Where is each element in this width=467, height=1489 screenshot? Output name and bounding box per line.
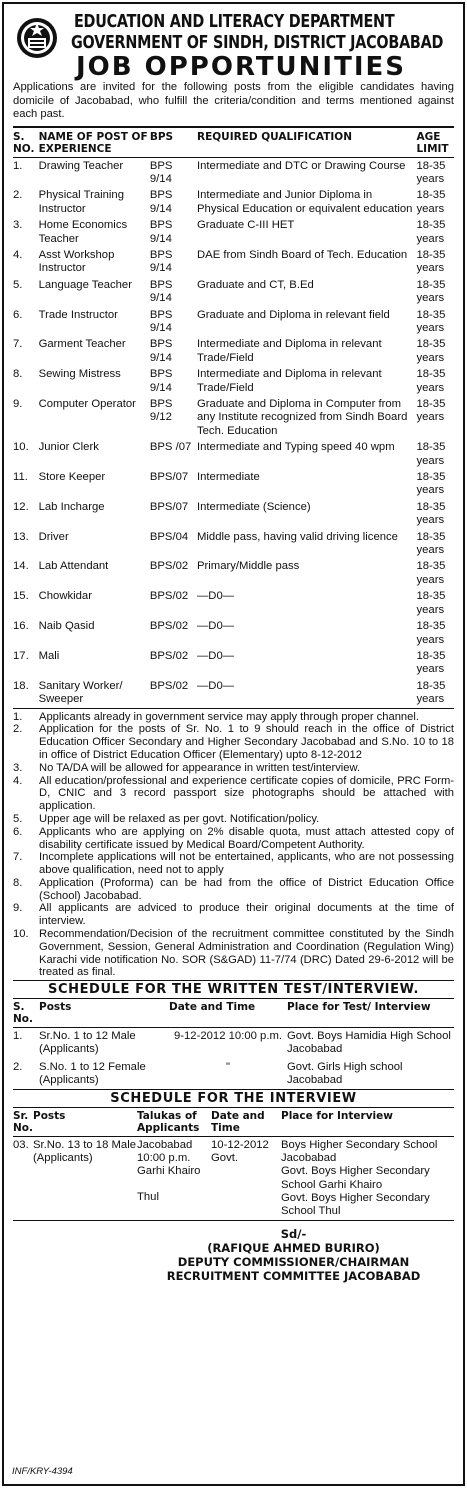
table-row xyxy=(13,277,454,307)
cell-post: Mali xyxy=(38,649,60,662)
cell-qualification: Graduate and Diploma in relevant field xyxy=(197,308,390,321)
cell-sno: 03. xyxy=(13,1139,29,1152)
cell-bps: BPS 9/14 xyxy=(149,278,173,305)
signature-sd: Sd/- xyxy=(280,1227,307,1242)
cell-sno: 14. xyxy=(13,560,29,573)
cell-age: 18-35 years xyxy=(416,590,446,616)
table-row xyxy=(13,157,454,187)
cell-sno: 4. xyxy=(13,248,23,261)
table-row xyxy=(13,499,454,529)
table-row xyxy=(13,618,454,648)
term-number: 4. xyxy=(13,774,23,787)
cell-bps: BPS 9/14 xyxy=(149,308,173,334)
table-row xyxy=(13,247,454,277)
term-item xyxy=(13,826,454,852)
cell-age: 18-35 years xyxy=(416,530,446,557)
cell-bps: BPS/02 xyxy=(149,679,189,692)
term-number: 6. xyxy=(13,825,23,838)
signature-block xyxy=(13,1221,454,1283)
cell-post: Sewing Mistress xyxy=(38,368,121,381)
cell-posts: S.No. 1 to 12 Female (Applicants) xyxy=(39,1060,146,1086)
cell-age: 18-35 years xyxy=(416,500,446,527)
signatory-name: (RAFIQUE AHMED BURIRO) xyxy=(207,1241,380,1256)
cell-bps: BPS 9/14 xyxy=(149,368,173,394)
cell-post: Garment Teacher xyxy=(38,338,126,351)
written-schedule-table xyxy=(13,998,454,1090)
table-row xyxy=(13,469,454,499)
intro-text: Applications are invited for the following posts from the eligible candidates having domicile of Jacobabad, who fulfill the criteria/condition and terms mentioned against each past. xyxy=(13,81,454,120)
table-row xyxy=(13,588,454,618)
table-row xyxy=(13,648,454,678)
cell-post: Physical Training Instructor xyxy=(38,189,124,215)
cell-age: 18-35 years xyxy=(416,278,446,305)
cell-qualification: Intermediate and Junior Diploma in Physical Education or equivalent education xyxy=(197,189,413,215)
column-header-posts: Posts xyxy=(33,1108,137,1137)
term-text: All education/professional and experience certificate copies of domicile, PRC Form-D, CNIC and 3 record passport size photographs should be attached with application. xyxy=(39,774,454,813)
cell-bps: BPS 9/14 xyxy=(149,338,173,364)
cell-bps: BPS 9/14 xyxy=(149,159,173,185)
place-jacobabad: Boys Higher Secondary School Jacobabad xyxy=(281,1139,438,1165)
cell-post: Drawing Teacher xyxy=(38,159,124,172)
column-header-date-time: Date and Time xyxy=(169,999,287,1028)
term-text: No TA/DA will be allowed for appearance in written test/interview. xyxy=(39,761,361,774)
written-schedule-body xyxy=(13,1028,454,1090)
table-row xyxy=(13,336,454,366)
term-item xyxy=(13,851,454,877)
term-number: 1. xyxy=(13,710,23,723)
cell-sno: 17. xyxy=(13,649,29,662)
cell-place: Govt. Girls High school Jacobabad xyxy=(287,1060,403,1086)
cell-qualification: Intermediate xyxy=(197,471,260,484)
taluka-garhi-khairo: Garhi Khairo xyxy=(137,1165,201,1178)
table-row xyxy=(13,558,454,588)
interview-header-row xyxy=(13,1108,454,1137)
term-text: All applicants are adviced to produce their original documents at the time of interview. xyxy=(39,902,454,928)
term-text: Application for the posts of Sr. No. 1 to 9 should reach in the office of District Education Officer Secondary and Higher Secondary Jacobabad and S.No. 10 to 18 in office of District Education Officer (Elementary) upto 8-12-2012 xyxy=(39,723,454,761)
term-number: 9. xyxy=(13,902,23,915)
cell-post: Lab Attendant xyxy=(38,560,109,573)
term-number: 8. xyxy=(13,876,23,889)
cell-sno: 18. xyxy=(13,679,29,692)
cell-post: Driver xyxy=(38,530,69,543)
column-header-date-time: Date and Time xyxy=(211,1108,281,1137)
cell-age: 18-35 years xyxy=(416,471,446,497)
cell-sno: 12. xyxy=(13,500,29,513)
header xyxy=(13,4,454,82)
table-row xyxy=(13,396,454,439)
written-schedule-title: SCHEDULE FOR THE WRITTEN TEST/INTERVIEW. xyxy=(47,982,420,998)
column-header-qualification: REQUIRED QUALIFICATION xyxy=(197,127,416,158)
cell-place: Govt. Boys Hamidia High School Jacobabad xyxy=(287,1030,451,1056)
cell-date-time: " xyxy=(225,1060,230,1073)
written-header-row xyxy=(13,999,454,1028)
cell-qualification: Intermediate and DTC or Drawing Course xyxy=(197,159,406,172)
cell-post: Lab Incharge xyxy=(38,500,105,513)
term-item xyxy=(13,813,454,826)
cell-bps: BPS /07 xyxy=(149,441,192,454)
cell-sno: 9. xyxy=(13,398,23,410)
table-row xyxy=(13,439,454,469)
cell-post: Language Teacher xyxy=(38,278,132,291)
cell-bps: BPS/07 xyxy=(149,500,189,513)
place-thul: Govt. Boys Higher Secondary School Thul xyxy=(281,1191,430,1218)
cell-age: 18-35 years xyxy=(416,308,446,334)
taluka-jacobabad: Jacobabad 10:00 p.m. xyxy=(137,1139,193,1165)
place-garhi-khairo: Govt. Boys Higher Secondary School Garhi Khairo xyxy=(281,1165,430,1191)
term-item xyxy=(13,877,454,903)
cell-qualification: DAE from Sindh Board of Tech. Education xyxy=(197,248,408,261)
reference-code: INF/KRY-4394 xyxy=(12,1466,73,1477)
government-name: GOVERNMENT OF SINDH, DISTRICT JACOBABAD xyxy=(71,33,444,53)
term-number: 5. xyxy=(13,812,23,825)
term-item xyxy=(13,775,454,813)
term-text: Application (Proforma) can be had from the office of District Education Office (School) Jacobabad. xyxy=(39,876,454,902)
term-number: 3. xyxy=(13,761,23,774)
table-row xyxy=(13,366,454,396)
cell-sno: 10. xyxy=(13,441,29,454)
department-name: EDUCATION AND LITERACY DEPARTMENT xyxy=(73,12,395,32)
table-row xyxy=(13,529,454,559)
cell-age: 18-35 years xyxy=(416,189,446,215)
table-row xyxy=(13,187,454,217)
cell-sno: 13. xyxy=(13,530,29,543)
cell-sno: 1. xyxy=(13,1030,23,1043)
jobs-header-row xyxy=(13,127,454,158)
term-item xyxy=(13,902,454,928)
cell-age: 18-35 years xyxy=(416,338,446,364)
cell-bps: BPS/07 xyxy=(149,471,189,484)
cell-bps: BPS 9/12 xyxy=(149,398,173,424)
term-text: Recommendation/Decision of the recruitment committee constituted by the Sindh Government, Session, General Administration and Coordination (Regulation Wing) Karachi vide notification No. SOR (S&GAD) 11-7/74 (DRC) Dated 29-6-2012 will be treated as final. xyxy=(39,928,454,979)
column-header-sno: Sr. No. xyxy=(13,1108,33,1137)
column-header-post: NAME OF POST OF EXPERIENCE xyxy=(39,127,150,158)
cell-qualification: Primary/Middle pass xyxy=(197,560,300,573)
cell-qualification: Intermediate and Diploma in relevant Trade/Field xyxy=(197,368,382,394)
column-header-place: Place for Interview xyxy=(281,1108,454,1137)
cell-bps: BPS 9/14 xyxy=(149,219,173,245)
term-number: 7. xyxy=(13,851,23,864)
cell-posts: Sr.No. 13 to 18 Male (Applicants) xyxy=(33,1139,136,1165)
cell-qualification: —D0— xyxy=(197,679,235,692)
cell-sno: 3. xyxy=(13,219,23,232)
column-header-posts: Posts xyxy=(39,999,169,1028)
cell-qualification: Intermediate (Science) xyxy=(197,500,311,513)
interview-schedule-title: SCHEDULE FOR THE INTERVIEW xyxy=(110,1091,357,1107)
column-header-talukas: Talukas of Applicants xyxy=(137,1108,211,1137)
cell-post: Computer Operator xyxy=(38,398,136,410)
cell-bps: BPS/02 xyxy=(149,560,189,573)
cell-age: 18-35 years xyxy=(416,219,446,245)
column-header-place: Place for Test/ Interview xyxy=(287,999,454,1028)
cell-sno: 11. xyxy=(13,471,28,484)
cell-sno: 15. xyxy=(13,590,29,603)
cell-age: 18-35 years xyxy=(416,679,446,706)
cell-qualification: Intermediate and Diploma in relevant Trade/Field xyxy=(197,338,382,364)
jobs-table xyxy=(13,126,454,709)
cell-sno: 16. xyxy=(13,620,29,633)
cell-qualification: Intermediate and Typing speed 40 wpm xyxy=(197,441,395,454)
cell-sno: 8. xyxy=(13,368,23,381)
cell-talukas xyxy=(137,1137,211,1221)
term-text: Incomplete applications will not be entertained, applicants, who are not possessing above qualification, need not to apply xyxy=(39,851,454,877)
term-text: Applicants already in government service may apply through proper channel. xyxy=(39,710,419,723)
cell-qualification: Graduate and CT, B.Ed xyxy=(197,278,314,291)
cell-post: Junior Clerk xyxy=(38,441,99,454)
term-item xyxy=(13,711,454,724)
cell-post: Chowkidar xyxy=(38,590,92,603)
cell-post: Home Economics Teacher xyxy=(38,219,128,245)
cell-sno: 2. xyxy=(13,189,23,202)
column-header-age: AGE LIMIT xyxy=(416,127,454,158)
page-title: JOB OPPORTUNITIES xyxy=(76,52,406,82)
column-header-bps: BPS xyxy=(150,127,197,158)
cell-post: Store Keeper xyxy=(38,471,106,484)
cell-age: 18-35 years xyxy=(416,441,446,467)
cell-sno: 7. xyxy=(13,338,23,351)
cell-age: 18-35 years xyxy=(416,620,446,646)
cell-date-time: 10-12-2012 Govt. xyxy=(211,1139,269,1165)
term-item xyxy=(13,762,454,775)
cell-bps: BPS/02 xyxy=(149,649,189,662)
cell-qualification: Graduate C-III HET xyxy=(197,219,295,232)
table-row xyxy=(13,678,454,708)
cell-bps: BPS 9/14 xyxy=(149,189,173,215)
cell-qualification: —D0— xyxy=(197,590,235,603)
cell-qualification: Graduate and Diploma in Computer from any Institute recognized from Sindh Board Tech. Education xyxy=(197,398,408,437)
cell-post: Trade Instructor xyxy=(38,308,118,321)
table-row xyxy=(13,1137,454,1221)
cell-qualification: Middle pass, having valid driving licence xyxy=(197,530,398,543)
sindh-government-emblem-icon xyxy=(15,14,59,62)
cell-posts: Sr.No. 1 to 12 Male (Applicants) xyxy=(39,1030,136,1056)
cell-post: Sanitary Worker/ Sweeper xyxy=(38,679,123,706)
term-item xyxy=(13,723,454,761)
term-item xyxy=(13,928,454,979)
cell-age: 18-35 years xyxy=(416,159,446,185)
cell-age: 18-35 years xyxy=(416,649,446,676)
column-header-sno: S. NO. xyxy=(13,127,39,158)
advertisement xyxy=(2,2,465,1486)
cell-age: 18-35 years xyxy=(416,560,446,586)
column-header-sno: S. No. xyxy=(13,999,39,1028)
table-row xyxy=(13,217,454,247)
cell-bps: BPS 9/14 xyxy=(149,248,173,275)
jobs-table-body xyxy=(13,157,454,708)
cell-places xyxy=(281,1137,454,1221)
cell-bps: BPS/02 xyxy=(149,620,189,633)
table-row xyxy=(13,1028,454,1059)
term-text: Applicants who are applying on 2% disable quota, must attach attested copy of disability certificate issued by Medical Board/Competent Authority. xyxy=(39,825,454,851)
cell-date-time: 9-12-2012 10:00 p.m. xyxy=(173,1030,283,1043)
cell-qualification: —D0— xyxy=(197,620,235,633)
cell-sno: 6. xyxy=(13,308,23,321)
cell-age: 18-35 years xyxy=(416,398,446,424)
cell-post: Naib Qasid xyxy=(38,620,95,633)
cell-age: 18-35 years xyxy=(416,368,446,394)
cell-qualification: —D0— xyxy=(197,649,235,662)
interview-schedule-table xyxy=(13,1107,454,1221)
term-number: 10. xyxy=(13,928,29,941)
signatory-committee: RECRUITMENT COMMITTEE JACOBABAD xyxy=(166,1269,421,1284)
term-number: 2. xyxy=(13,723,23,736)
cell-sno: 1. xyxy=(13,159,23,172)
table-row xyxy=(13,307,454,337)
cell-bps: BPS/04 xyxy=(149,530,189,543)
cell-age: 18-35 years xyxy=(416,248,446,275)
cell-post: Asst Workshop Instructor xyxy=(38,248,115,275)
table-row xyxy=(13,1059,454,1090)
cell-sno: 5. xyxy=(13,278,23,291)
cell-sno: 2. xyxy=(13,1060,23,1073)
taluka-thul: Thul xyxy=(137,1191,159,1204)
term-text: Upper age will be relaxed as per govt. Notification/policy. xyxy=(39,812,320,825)
terms-list xyxy=(13,711,454,982)
cell-bps: BPS/02 xyxy=(149,590,189,603)
signatory-title: DEPUTY COMMISSIONER/CHAIRMAN xyxy=(177,1255,410,1270)
